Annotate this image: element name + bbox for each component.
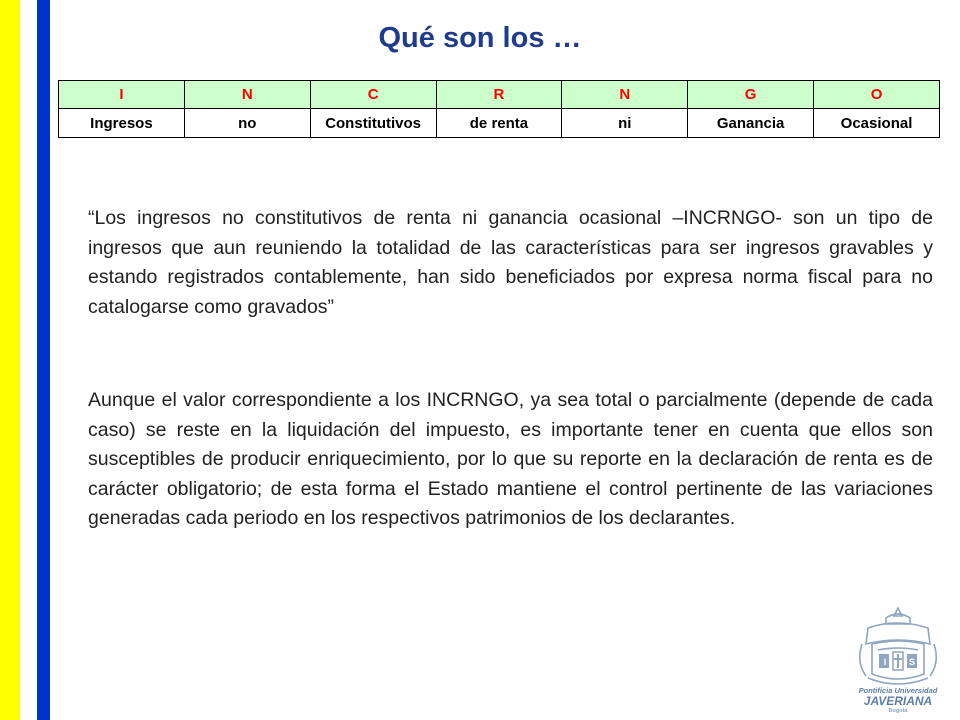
acronym-word: Constitutivos: [310, 109, 436, 138]
acronym-word: no: [184, 109, 310, 138]
acronym-letter: R: [436, 81, 562, 109]
explanation-paragraph: Aunque el valor correspondiente a los INCRNGO, ya sea total o parcialmente (depende de cada caso) se reste en la liquidación del impuesto, es importante tener en cuenta que ellos son susceptibles de producir enriquecimiento, por lo que su reporte en la declaración de renta es de carácter obligatorio; de esta forma el Estado mantiene el control pertinente de las variaciones generadas cada periodo en los respectivos patrimonios de los declarantes.: [88, 389, 933, 529]
logo-line1: Pontificia Universidad: [858, 686, 938, 695]
left-yellow-bar: [0, 0, 20, 720]
university-logo: [848, 604, 948, 714]
acronym-word: Ganancia: [688, 109, 814, 138]
acronym-words-row: [59, 109, 940, 138]
acronym-letter: C: [310, 81, 436, 109]
acronym-word: de renta: [436, 109, 562, 138]
left-blue-bar: [37, 0, 50, 720]
acronym-letter: O: [814, 81, 940, 109]
definition-paragraph: “Los ingresos no constitutivos de renta ni ganancia ocasional –INCRNGO- son un tipo de ingresos que aun reuniendo la totalidad de las características para ser ingresos gravables y estando registrados contablemente, han sido beneficiados por expresa norma fiscal para no catalogarse como gravados”: [88, 207, 933, 318]
acronym-word: ni: [562, 109, 688, 138]
svg-text:S: S: [908, 657, 916, 667]
logo-line2: JAVERIANA: [863, 694, 933, 708]
acronym-letter: I: [59, 81, 185, 109]
acronym-letter: G: [688, 81, 814, 109]
acronym-word: Ingresos: [59, 109, 185, 138]
svg-text:I: I: [883, 657, 887, 667]
acronym-letters-row: [59, 81, 940, 109]
acronym-letter: N: [184, 81, 310, 109]
logo-line3: Bogotá: [888, 708, 908, 714]
acronym-table: [58, 80, 940, 138]
acronym-letter: N: [562, 81, 688, 109]
slide-title: Qué son los …: [378, 22, 582, 54]
acronym-word: Ocasional: [814, 109, 940, 138]
